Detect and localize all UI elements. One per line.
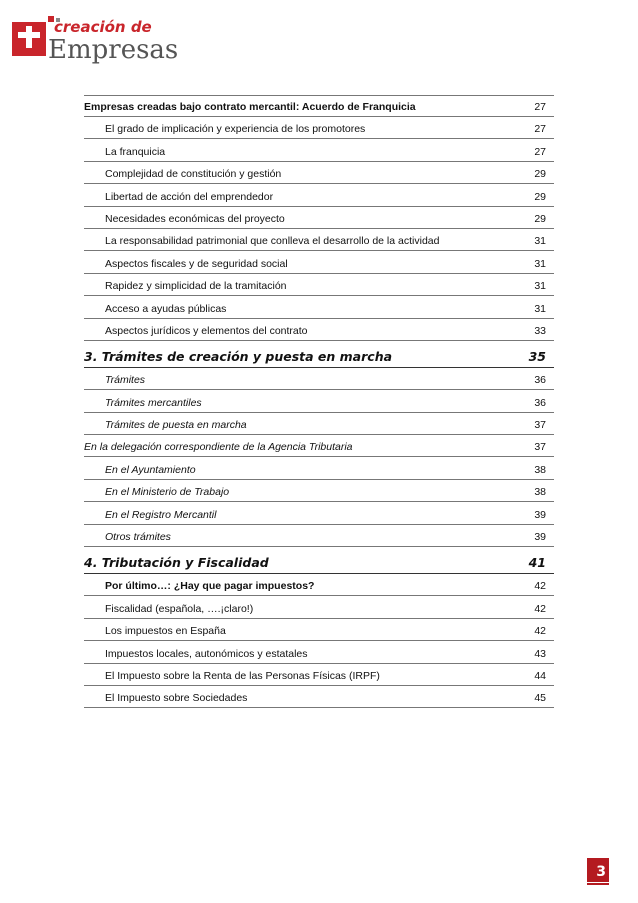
toc-row[interactable] bbox=[84, 641, 554, 663]
toc-entry-title: En el Ayuntamiento bbox=[105, 463, 196, 476]
toc-row[interactable] bbox=[84, 435, 554, 457]
toc-entry-title: Por último…: ¿Hay que pagar impuestos? bbox=[105, 580, 315, 593]
toc-entry-title: Acceso a ayudas públicas bbox=[105, 302, 227, 315]
toc-row[interactable] bbox=[84, 251, 554, 273]
page-number-underline bbox=[587, 883, 609, 885]
toc-entry-page: 39 bbox=[534, 508, 546, 521]
toc-entry-page: 42 bbox=[534, 580, 546, 593]
toc-entry-title: Aspectos fiscales y de seguridad social bbox=[105, 257, 288, 270]
logo-graphic bbox=[12, 12, 179, 65]
toc-entry-page: 35 bbox=[528, 348, 546, 364]
page-number: 3 bbox=[596, 864, 606, 880]
toc-entry-title: La responsabilidad patrimonial que conlleva el desarrollo de la actividad bbox=[105, 235, 440, 248]
toc-entry-page: 29 bbox=[534, 168, 546, 181]
toc-entry-title: Otros trámites bbox=[105, 531, 171, 544]
toc-entry-title: 4. Tributación y Fiscalidad bbox=[84, 555, 269, 571]
toc-row[interactable] bbox=[84, 596, 554, 618]
toc-chapter-row[interactable] bbox=[84, 547, 554, 574]
toc-row[interactable] bbox=[84, 296, 554, 318]
toc-row[interactable] bbox=[84, 117, 554, 139]
logo-line1: creación de bbox=[54, 18, 152, 36]
toc-row[interactable] bbox=[84, 319, 554, 341]
toc-entry-title: Rapidez y simplicidad de la tramitación bbox=[105, 280, 287, 293]
toc-entry-title: Los impuestos en España bbox=[105, 625, 226, 638]
toc-row[interactable] bbox=[84, 457, 554, 479]
toc-row[interactable] bbox=[84, 574, 554, 596]
toc-entry-title: Fiscalidad (española, ….¡claro!) bbox=[105, 602, 254, 615]
toc-entry-page: 38 bbox=[534, 486, 546, 499]
toc-entry-page: 29 bbox=[534, 190, 546, 203]
toc-entry-page: 42 bbox=[534, 625, 546, 638]
toc-entry-title: Libertad de acción del emprendedor bbox=[105, 190, 274, 203]
toc-entry-title: Aspectos jurídicos y elementos del contrato bbox=[105, 324, 308, 337]
toc-entry-page: 37 bbox=[534, 441, 546, 454]
toc-entry-title: 3. Trámites de creación y puesta en marcha bbox=[84, 348, 393, 364]
toc-entry-title: Impuestos locales, autonómicos y estatales bbox=[105, 647, 308, 660]
toc-row[interactable] bbox=[84, 368, 554, 390]
toc-row[interactable] bbox=[84, 664, 554, 686]
toc-entry-page: 42 bbox=[534, 602, 546, 615]
toc-row[interactable] bbox=[84, 525, 554, 547]
toc-row[interactable] bbox=[84, 162, 554, 184]
toc-entry-page: 33 bbox=[534, 324, 546, 337]
toc-entry-title: La franquicia bbox=[105, 145, 166, 158]
toc-entry-title: En el Ministerio de Trabajo bbox=[105, 486, 230, 499]
toc-entry-page: 45 bbox=[534, 692, 546, 705]
table-of-contents bbox=[84, 95, 554, 708]
toc-row[interactable] bbox=[84, 502, 554, 524]
toc-entry-page: 27 bbox=[534, 101, 546, 113]
toc-row[interactable] bbox=[84, 207, 554, 229]
toc-row[interactable] bbox=[84, 413, 554, 435]
logo bbox=[12, 12, 179, 65]
toc-entry-title: Trámites bbox=[105, 374, 146, 387]
toc-entry-title: Empresas creadas bajo contrato mercantil: Acuerdo de Franquicia bbox=[84, 101, 416, 113]
toc-row[interactable] bbox=[84, 184, 554, 206]
toc-row[interactable] bbox=[84, 480, 554, 502]
toc-entry-page: 37 bbox=[534, 419, 546, 432]
toc-row[interactable] bbox=[84, 274, 554, 296]
toc-entry-title: Trámites de puesta en marcha bbox=[105, 419, 247, 432]
toc-entry-page: 36 bbox=[534, 374, 546, 387]
toc-entry-page: 38 bbox=[534, 463, 546, 476]
toc-entry-page: 27 bbox=[534, 123, 546, 136]
toc-entry-title: Trámites mercantiles bbox=[105, 396, 202, 409]
toc-entry-title: En la delegación correspondiente de la Agencia Tributaria bbox=[84, 441, 353, 454]
toc-entry-page: 41 bbox=[528, 555, 546, 571]
toc-entry-page: 31 bbox=[534, 280, 546, 293]
toc-entry-title: El Impuesto sobre la Renta de las Personas Físicas (IRPF) bbox=[105, 669, 380, 682]
toc-row[interactable] bbox=[84, 686, 554, 708]
toc-entry-page: 31 bbox=[534, 257, 546, 270]
toc-row[interactable] bbox=[84, 619, 554, 641]
toc-row[interactable] bbox=[84, 139, 554, 161]
toc-entry-title: En el Registro Mercantil bbox=[105, 508, 217, 521]
logo-line2: Empresas bbox=[48, 35, 179, 65]
toc-entry-page: 27 bbox=[534, 145, 546, 158]
toc-entry-page: 36 bbox=[534, 396, 546, 409]
toc-entry-page: 29 bbox=[534, 212, 546, 225]
toc-entry-title: Necesidades económicas del proyecto bbox=[105, 212, 285, 225]
toc-row[interactable] bbox=[84, 95, 554, 117]
toc-chapter-row[interactable] bbox=[84, 341, 554, 368]
toc-entry-page: 31 bbox=[534, 302, 546, 315]
toc-entry-title: El grado de implicación y experiencia de los promotores bbox=[105, 123, 366, 136]
page-number-badge bbox=[587, 858, 609, 882]
toc-entry-page: 44 bbox=[534, 669, 546, 682]
toc-row[interactable] bbox=[84, 229, 554, 251]
toc-row[interactable] bbox=[84, 390, 554, 412]
toc-entry-page: 31 bbox=[534, 235, 546, 248]
toc-entry-title: El Impuesto sobre Sociedades bbox=[105, 692, 248, 705]
toc-entry-page: 39 bbox=[534, 531, 546, 544]
toc-entry-title: Complejidad de constitución y gestión bbox=[105, 168, 282, 181]
toc-entry-page: 43 bbox=[534, 647, 546, 660]
